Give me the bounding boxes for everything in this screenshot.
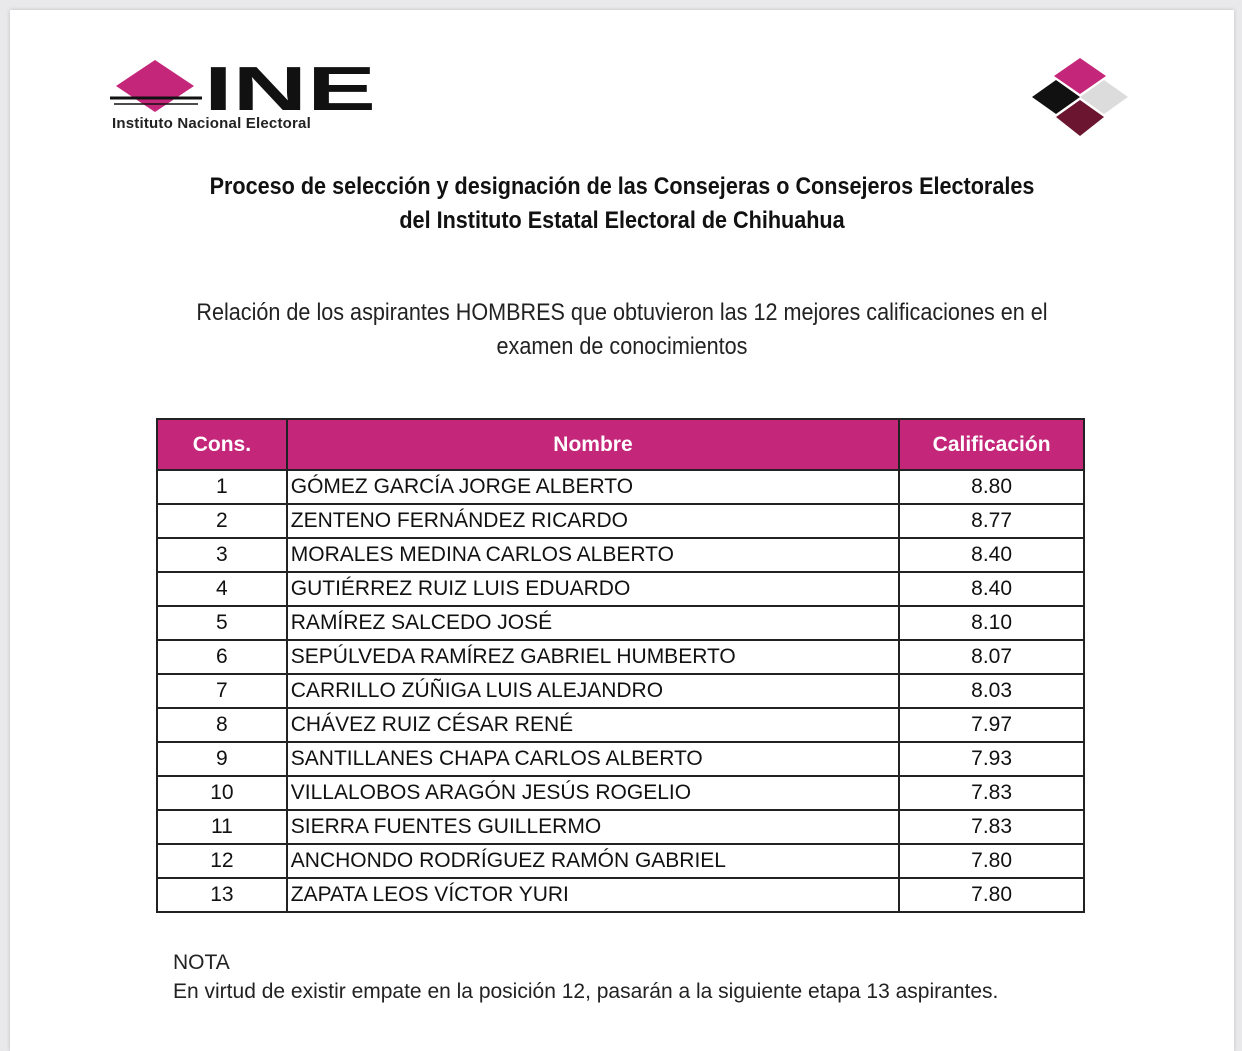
table-row (157, 878, 1084, 912)
cell-calificacion: 7.97 (899, 708, 1084, 742)
cell-calificacion: 7.80 (899, 878, 1084, 912)
cell-nombre: MORALES MEDINA CARLOS ALBERTO (287, 538, 899, 572)
cell-nombre: GÓMEZ GARCÍA JORGE ALBERTO (287, 470, 899, 504)
cell-nombre: ZENTENO FERNÁNDEZ RICARDO (287, 504, 899, 538)
cell-nombre: GUTIÉRREZ RUIZ LUIS EDUARDO (287, 572, 899, 606)
cell-cons: 7 (157, 674, 287, 708)
table-header-row (157, 419, 1084, 470)
cell-nombre: ANCHONDO RODRÍGUEZ RAMÓN GABRIEL (287, 844, 899, 878)
document-subtitle (71, 296, 1173, 364)
cell-cons: 1 (157, 470, 287, 504)
cell-cons: 9 (157, 742, 287, 776)
cell-calificacion: 7.83 (899, 776, 1084, 810)
cell-calificacion: 8.40 (899, 572, 1084, 606)
cell-calificacion: 8.80 (899, 470, 1084, 504)
cell-nombre: SEPÚLVEDA RAMÍREZ GABRIEL HUMBERTO (287, 640, 899, 674)
logo-subtitle: Instituto Nacional Electoral (112, 115, 311, 132)
subtitle-line-1: Relación de los aspirantes HOMBRES que obtuvieron las 12 mejores calificaciones en el (196, 299, 1048, 326)
table-row (157, 470, 1084, 504)
cell-cons: 10 (157, 776, 287, 810)
cell-calificacion: 7.93 (899, 742, 1084, 776)
table-row (157, 606, 1084, 640)
cell-cons: 2 (157, 504, 287, 538)
cell-nombre: VILLALOBOS ARAGÓN JESÚS ROGELIO (287, 776, 899, 810)
title-line-1: Proceso de selección y designación de las Consejeras o Consejeros Electorales (209, 173, 1035, 200)
cell-cons: 3 (157, 538, 287, 572)
table-row (157, 538, 1084, 572)
document-page (10, 10, 1234, 1051)
cell-nombre: CHÁVEZ RUIZ CÉSAR RENÉ (287, 708, 899, 742)
table-row (157, 708, 1084, 742)
table-row (157, 776, 1084, 810)
results-table (156, 418, 1085, 913)
cell-cons: 11 (157, 810, 287, 844)
header-cons: Cons. (157, 419, 287, 470)
cell-calificacion: 8.03 (899, 674, 1084, 708)
cell-cons: 5 (157, 606, 287, 640)
cell-cons: 12 (157, 844, 287, 878)
title-line-2: del Instituto Estatal Electoral de Chihuahua (399, 207, 845, 234)
note-heading: NOTA (173, 951, 230, 974)
cell-cons: 8 (157, 708, 287, 742)
cell-calificacion: 8.07 (899, 640, 1084, 674)
note-section (173, 948, 998, 1006)
note-text: En virtud de existir empate en la posición 12, pasarán a la siguiente etapa 13 aspirantes. (173, 980, 999, 1003)
cell-calificacion: 7.80 (899, 844, 1084, 878)
cell-nombre: SIERRA FUENTES GUILLERMO (287, 810, 899, 844)
header-nombre: Nombre (287, 419, 899, 470)
cell-cons: 6 (157, 640, 287, 674)
diamond-cluster-logo (1032, 54, 1132, 140)
logo-wordmark: INE (204, 58, 376, 118)
cell-nombre: RAMÍREZ SALCEDO JOSÉ (287, 606, 899, 640)
cell-nombre: ZAPATA LEOS VÍCTOR YURI (287, 878, 899, 912)
table-row (157, 674, 1084, 708)
cell-calificacion: 7.83 (899, 810, 1084, 844)
table-row (157, 810, 1084, 844)
table-row (157, 572, 1084, 606)
document-title (71, 170, 1173, 238)
table-row (157, 504, 1084, 538)
cell-calificacion: 8.77 (899, 504, 1084, 538)
ine-logo-mark (110, 58, 380, 118)
cell-cons: 13 (157, 878, 287, 912)
subtitle-line-2: examen de conocimientos (496, 333, 748, 360)
header-calificacion: Calificación (899, 419, 1084, 470)
cell-calificacion: 8.40 (899, 538, 1084, 572)
cell-nombre: SANTILLANES CHAPA CARLOS ALBERTO (287, 742, 899, 776)
table-row (157, 844, 1084, 878)
ine-logo (110, 58, 380, 148)
cell-cons: 4 (157, 572, 287, 606)
table-row (157, 640, 1084, 674)
diamond-cluster-icon (1032, 54, 1132, 140)
table-row (157, 742, 1084, 776)
cell-calificacion: 8.10 (899, 606, 1084, 640)
cell-nombre: CARRILLO ZÚÑIGA LUIS ALEJANDRO (287, 674, 899, 708)
